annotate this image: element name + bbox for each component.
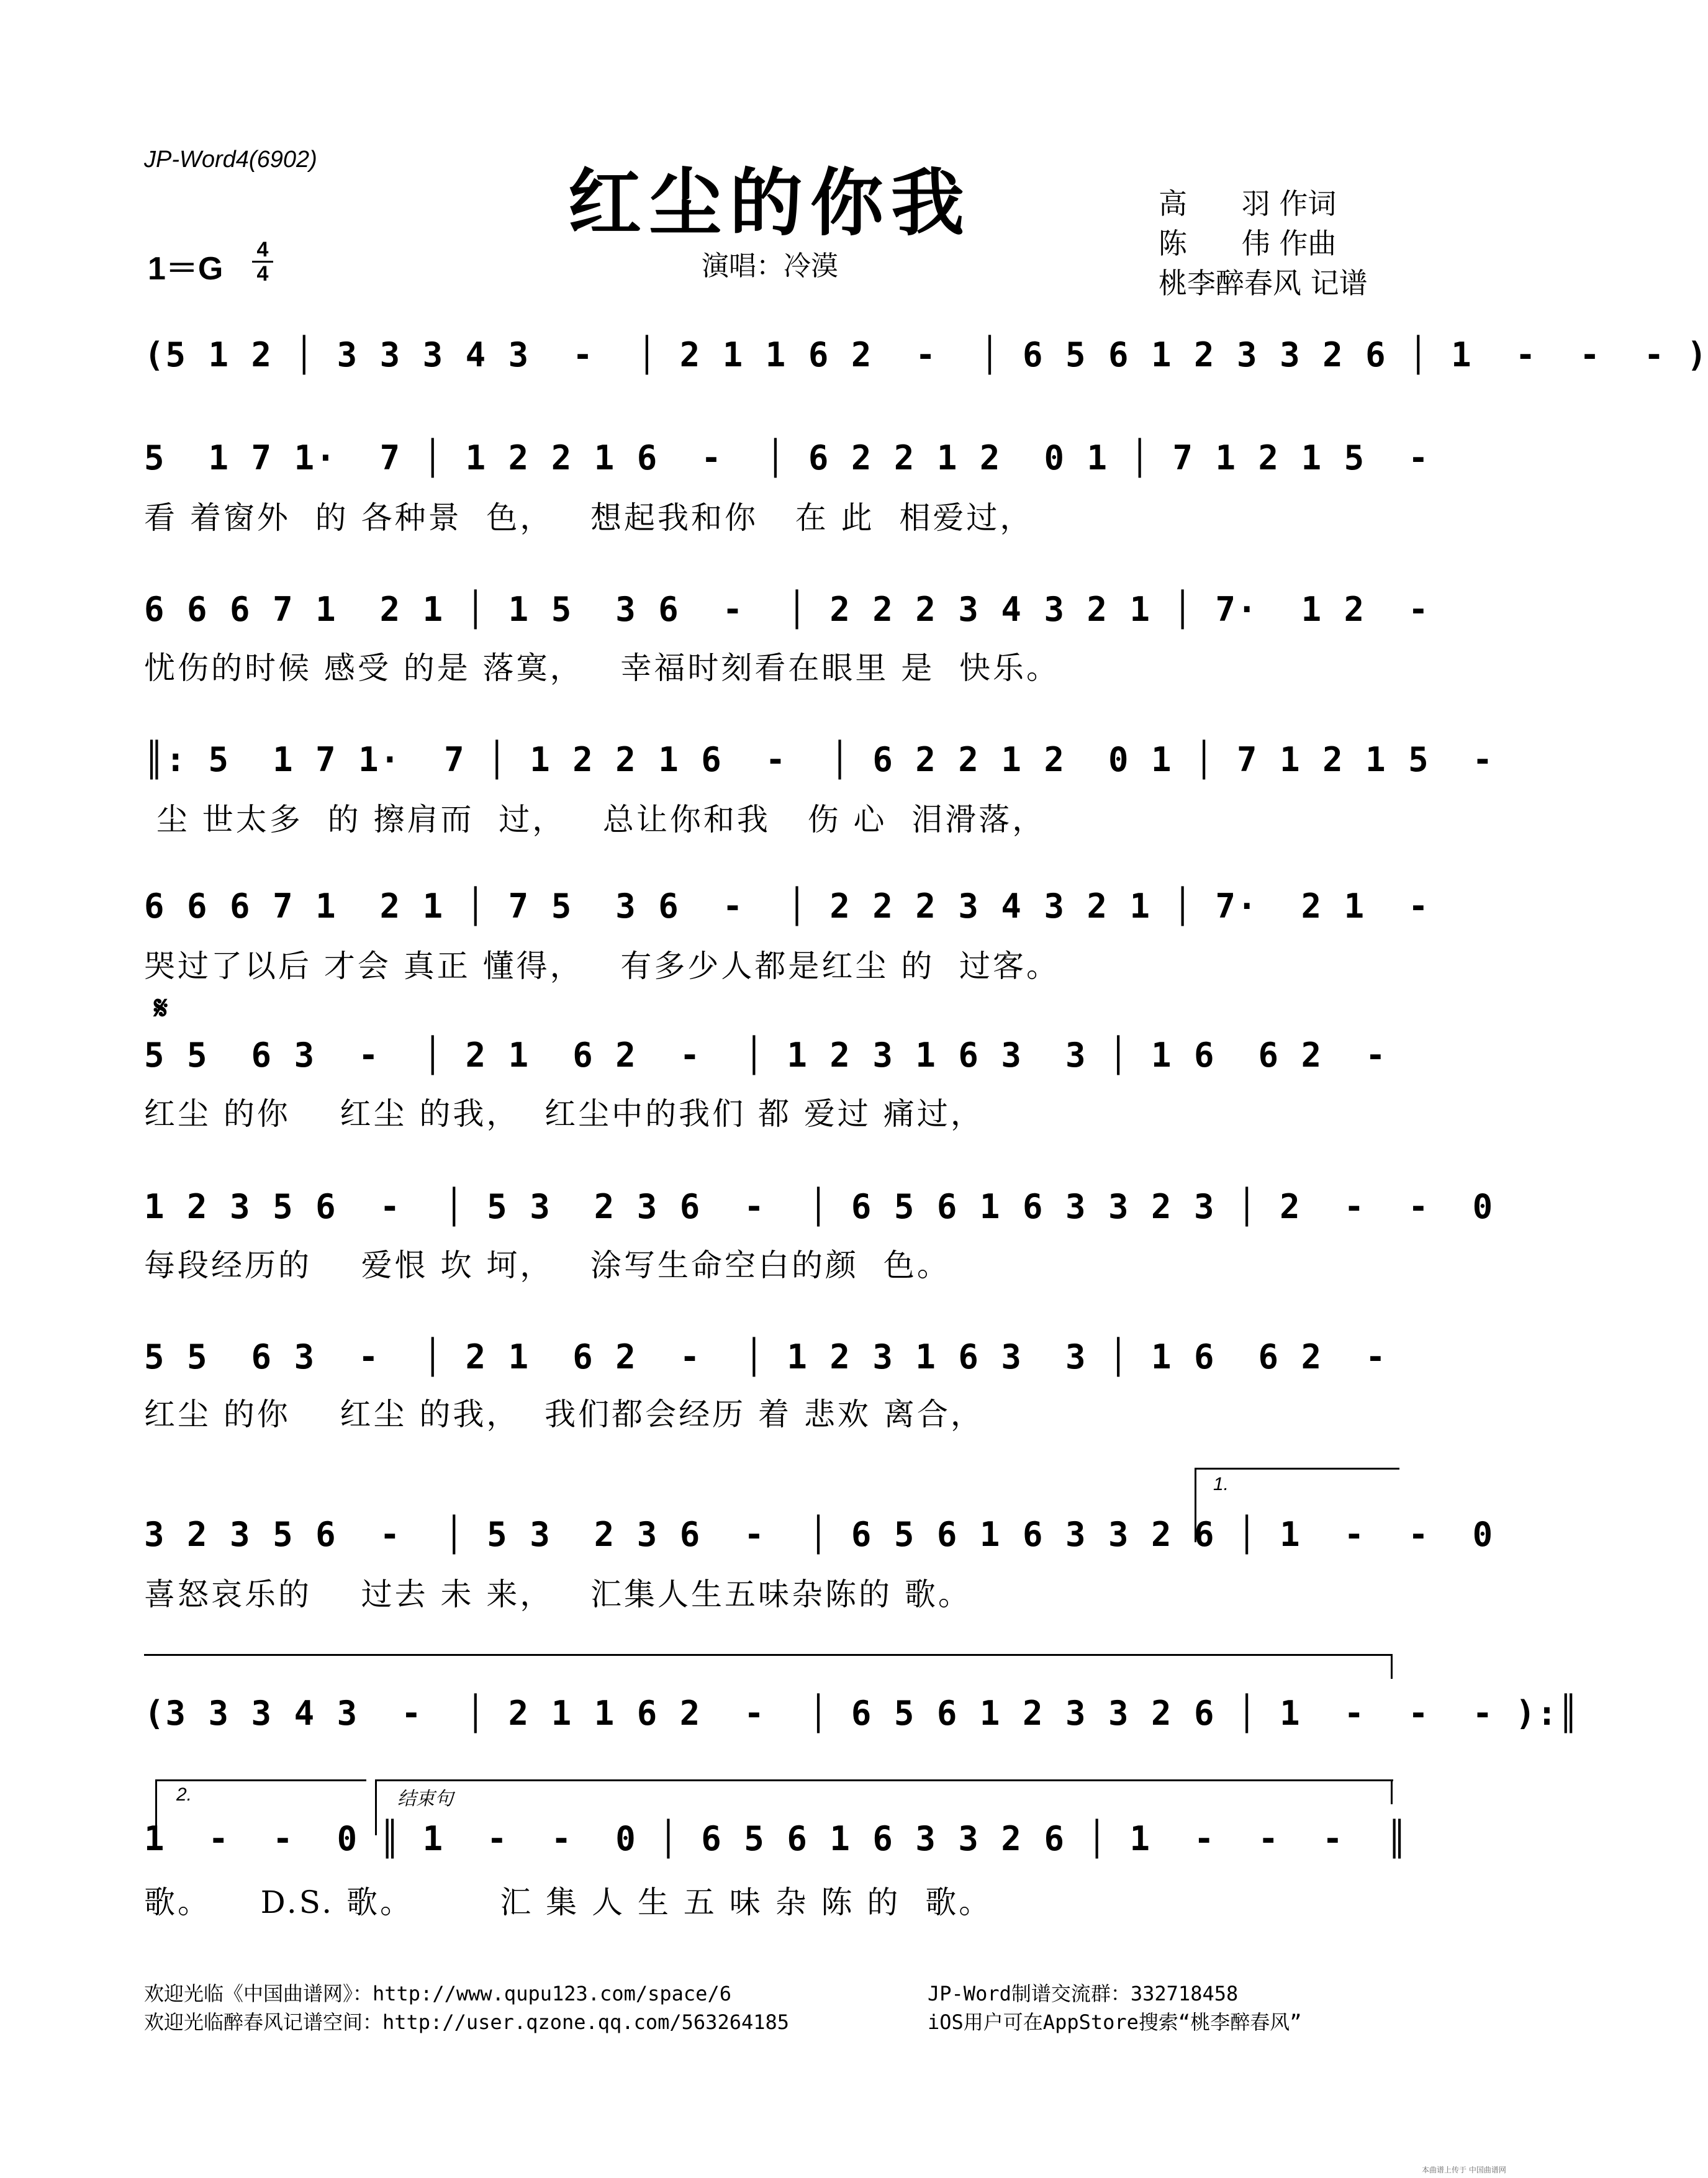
system-5-lyrics: 红尘 的你 红尘 的我， 红尘中的我们 都 爱过 痛过， [144, 1096, 984, 1132]
footer-site-link[interactable]: 欢迎光临《中国曲谱网》：http://www.qupu123.com/space/6 [144, 1982, 731, 2005]
volta-1-label: 1. [1213, 1474, 1229, 1494]
system-1-notes: 5 1 7 1· 7 │ 1 2 2 1 6 - │ 6 2 2 1 2 0 1 │ 7 1 2 1 5 - [144, 438, 1430, 477]
coda-bracket-top [375, 1779, 1393, 1781]
system-5-notes: 5 5 6 3 - │ 2 1 6 2 - │ 1 2 3 1 6 3 3 │ 1 6 6 2 - [144, 1036, 1387, 1075]
transcriber-credit: 桃李醉春风 记谱 [1159, 266, 1368, 300]
time-top: 4 [256, 238, 269, 261]
system-10-lyrics: 歌。 D.S. 歌。 汇 集 人 生 五 味 杂 陈 的 歌。 [144, 1884, 993, 1920]
system-4-lyrics: 哭过了以后 才会 真正 懂得， 有多少人都是红尘 的 过客。 [144, 948, 1060, 984]
system-7-lyrics: 红尘 的你 红尘 的我， 我们都会经历 着 悲欢 离合， [144, 1396, 984, 1432]
volta-2-bracket-top [155, 1779, 366, 1781]
system-7-notes: 5 5 6 3 - │ 2 1 6 2 - │ 1 2 3 1 6 3 3 │ 1 6 6 2 - [144, 1337, 1387, 1376]
coda-label: 结束句 [397, 1789, 453, 1809]
singer-label: 演唱：冷漠 [702, 250, 838, 282]
footer-space-link[interactable]: 欢迎光临醉春风记谱空间：http://user.qzone.qq.com/563264185 [144, 2010, 790, 2034]
system-8-lyrics: 喜怒哀乐的 过去 未 来， 汇集人生五味杂陈的 歌。 [144, 1576, 972, 1612]
footer-qq-group: JP-Word制谱交流群：332718458 [928, 1982, 1239, 2005]
system-6-notes: 1 2 3 5 6 - │ 5 3 2 3 6 - │ 6 5 6 1 6 3 3 2 3 │ 2 - - 0 [144, 1187, 1494, 1226]
volta-1-bracket-top [1195, 1468, 1399, 1470]
system-2-lyrics: 忧伤的时候 感受 的是 落寞， 幸福时刻看在眼里 是 快乐。 [144, 650, 1060, 686]
system-0-notes: (5 1 2 │ 3 3 3 4 3 - │ 2 1 1 6 2 - │ 6 5 6 1 2 3 3 2 6 │ 1 - - - ) [144, 335, 1708, 374]
system-1-lyrics: 看 着窗外 的 各种景 色， 想起我和你 在 此 相爱过， [144, 500, 1034, 536]
segno-sign: 𝄋 [154, 990, 168, 1027]
system-6-lyrics: 每段经历的 爱恨 坎 坷， 涂写生命空白的颜 色。 [144, 1247, 951, 1283]
system-3-lyrics: 尘 世太多 的 擦肩而 过， 总让你和我 伤 心 泪滑落， [144, 802, 1046, 838]
coda-bracket-right [1391, 1779, 1393, 1804]
upload-watermark: 本曲谱上传于 中国曲谱网 [1422, 2166, 1506, 2174]
lyricist-credit: 高 羽 作词 [1159, 187, 1337, 220]
system-2-notes: 6 6 6 7 1 2 1 │ 1 5 3 6 - │ 2 2 2 3 4 3 2 1 │ 7· 1 2 - [144, 590, 1430, 629]
system-3-notes: ║: 5 1 7 1· 7 │ 1 2 2 1 6 - │ 6 2 2 1 2 0 1 │ 7 1 2 1 5 - [144, 740, 1494, 779]
software-label: JP-Word4(6902) [144, 147, 317, 173]
song-title: 红尘的你我 [567, 160, 972, 246]
key-signature: 1＝G [148, 251, 224, 287]
system-4-notes: 6 6 6 7 1 2 1 │ 7 5 3 6 - │ 2 2 2 3 4 3 2 1 │ 7· 2 1 - [144, 887, 1430, 926]
system-8-notes: 3 2 3 5 6 - │ 5 3 2 3 6 - │ 6 5 6 1 6 3 3 2 6 │ 1 - - 0 [144, 1515, 1494, 1554]
system-9-notes: (3 3 3 4 3 - │ 2 1 1 6 2 - │ 6 5 6 1 2 3 3 2 6 │ 1 - - - ):║ [144, 1694, 1580, 1733]
volta-2-label: 2. [176, 1784, 192, 1805]
time-bottom: 4 [256, 262, 269, 286]
interlude-bracket-top [144, 1654, 1392, 1656]
interlude-bracket-right [1391, 1654, 1393, 1679]
footer-ios-note: iOS用户可在AppStore搜索“桃李醉春风” [928, 2010, 1302, 2034]
system-10-notes: 1 - - 0 ║ 1 - - 0 │ 6 5 6 1 6 3 3 2 6 │ 1 - - - ║ [144, 1819, 1409, 1858]
composer-credit: 陈 伟 作曲 [1159, 227, 1337, 260]
